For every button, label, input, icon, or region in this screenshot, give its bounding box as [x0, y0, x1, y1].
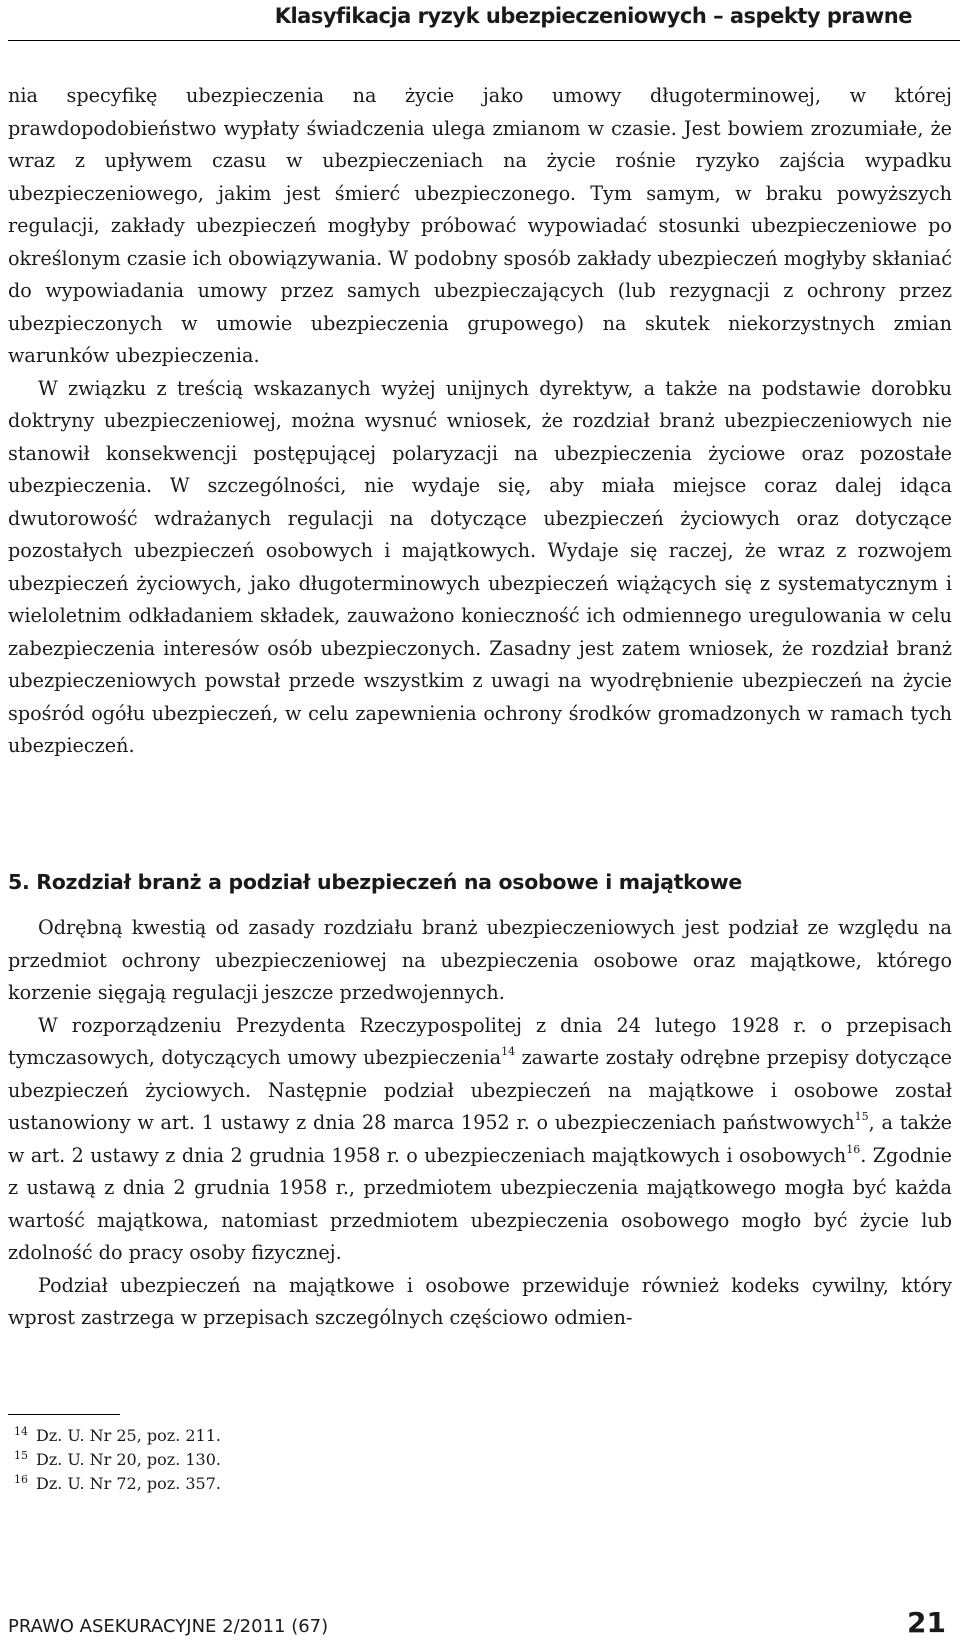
- footnote: 16 Dz. U. Nr 72, poz. 357.: [14, 1473, 221, 1493]
- footnote-ref[interactable]: 16: [846, 1142, 861, 1156]
- paragraph-text: . Zgodnie z ustawą z dnia 2 grudnia 1958 r., przedmiotem ubezpieczenia majątkowego mogła być każda wartość majątkowa, natomiast przedmiotem ubezpieczenia osobowego mogło być życie lub zdolność do pracy osoby fizycznej.: [8, 1143, 953, 1264]
- footnote-text: Dz. U. Nr 72, poz. 357.: [36, 1474, 221, 1493]
- header-rule: [8, 40, 960, 41]
- paragraph-text: W rozporządzeniu Prezydenta Rzeczypospolitej z dnia 24 lutego 1928 r. o przepisach tymczasowych, dotyczących umowy ubezpieczenia: [8, 1013, 952, 1069]
- paragraph-text: , a także w art. 2 ustawy z dnia 2 grudnia 1958 r. o ubezpieczeniach majątkowych i osobowych: [8, 1111, 952, 1167]
- paragraph: Odrębną kwestią od zasady rozdziału branż ubezpieczeniowych jest podział ze względu na przedmiot ochrony ubezpieczeniowej na ubezpieczenia osobowe oraz majątkowe, którego korzenie sięgają regulacji jeszcze przedwojennych.: [8, 916, 952, 1004]
- journal-name: PRAWO ASEKURACYJNE 2/2011 (67): [8, 1616, 329, 1637]
- paragraph: W związku z treścią wskazanych wyżej unijnych dyrektyw, a także na podstawie dorobku doktryny ubezpieczeniowej, można wysnuć wniosek, że rozdział branż ubezpieczeniowych nie stanowił konsekwencji postępującej polaryzacji na ubezpieczenia życiowe oraz pozostałe ubezpieczenia. W szczególności, nie wydaje się, aby miała miejsce coraz dalej idąca dwutorowość wdrażanych regulacji na dotyczące ubezpieczeń życiowych oraz dotyczące pozostałych ubezpieczeń osobowych i majątkowych. Wydaje się raczej, że wraz z rozwojem ubezpieczeń życiowych, jako długoterminowych ubezpieczeń wiążących się z systematycznym i wieloletnim odkładaniem składek, zauważono konieczność ich odmiennego uregulowania w celu zabezpieczenia interesów osób ubezpieczonych. Zasadny jest zatem wniosek, że rozdział branż ubezpieczeniowych powstał przede wszystkim z uwagi na wyodrębnienie ubezpieczeń na życie spośród ogółu ubezpieczeń, w celu zapewnienia ochrony środków gromadzonych w ramach tych ubezpieczeń.: [8, 376, 952, 757]
- running-header-title: Klasyfikacja ryzyk ubezpieczeniowych – aspekty prawne: [274, 4, 912, 28]
- section-heading: 5. Rozdział branż a podział ubezpieczeń na osobowe i majątkowe: [8, 870, 742, 894]
- paragraph: [8, 1010, 952, 1270]
- footnote-text: Dz. U. Nr 20, poz. 130.: [36, 1450, 221, 1469]
- body-text-top: [8, 80, 952, 763]
- footnote-rule: [8, 1414, 120, 1415]
- paragraph: Podział ubezpieczeń na majątkowe i osobowe przewiduje również kodeks cywilny, który wprost zastrzega w przepisach szczególnych częściowo odmien-: [8, 1273, 952, 1329]
- footnote-text: Dz. U. Nr 25, poz. 211.: [36, 1426, 221, 1445]
- footnote-ref[interactable]: 15: [854, 1110, 869, 1123]
- footnote: 14 Dz. U. Nr 25, poz. 211.: [14, 1425, 221, 1445]
- footnote-list: [8, 1424, 221, 1496]
- footnote: 15 Dz. U. Nr 20, poz. 130.: [14, 1449, 221, 1469]
- paragraph-text: zawarte zostały odrębne przepisy dotyczące ubezpieczeń życiowych. Następnie podział ubezpieczeń na majątkowe i osobowe został ustanowiony w art. 1 ustawy z dnia 28 marca 1952 r. o ubezpieczeniach państwowych: [8, 1046, 952, 1134]
- page-number: 21: [907, 1606, 946, 1639]
- body-text-bottom: [8, 912, 952, 1335]
- paragraph: nia specyfikę ubezpieczenia na życie jako umowy długoterminowej, w której prawdopodobieństwo wypłaty świadczenia ulega zmianom w czasie. Jest bowiem zrozumiałe, że wraz z upływem czasu w ubezpieczeniach na życie rośnie ryzyko zajścia wypadku ubezpieczeniowego, jakim jest śmierć ubezpieczonego. Tym samym, w braku powyższych regulacji, zakłady ubezpieczeń mogłyby próbować wypowiadać stosunki ubezpieczeniowe po określonym czasie ich obowiązywania. W podobny sposób zakłady ubezpieczeń mogłyby skłaniać do wypowiadania umowy przez samych ubezpieczających (lub rezygnacji z ochrony przez ubezpieczonych w umowie ubezpieczenia grupowego) na skutek niekorzystnych zmian warunków ubezpieczenia.: [8, 84, 952, 367]
- footnote-ref[interactable]: 14: [501, 1045, 516, 1058]
